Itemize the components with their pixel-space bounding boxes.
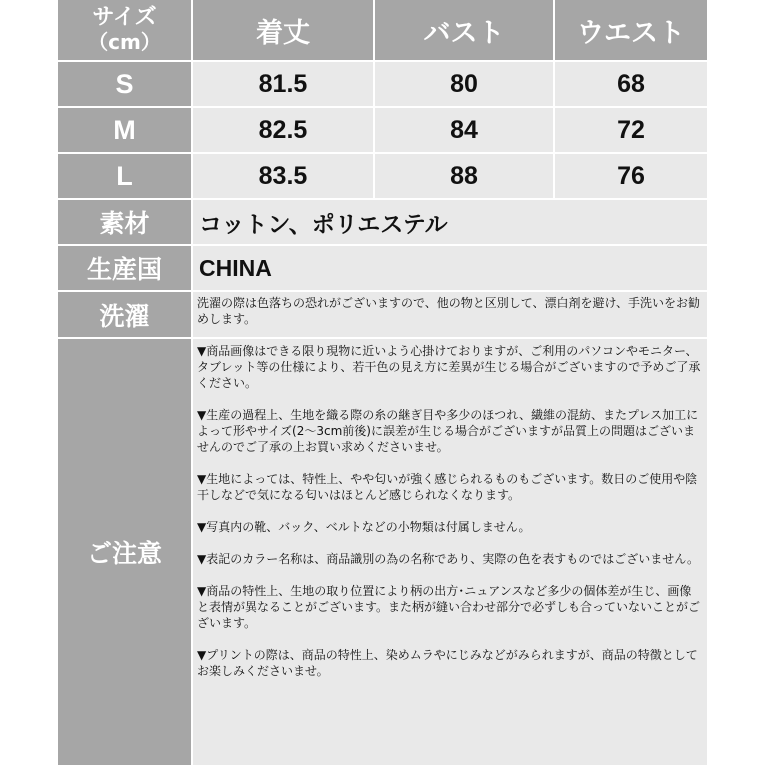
note-item: ▼プリントの際は、商品の特性上、染めムラやにじみなどがみられますが、商品の特徴としてお楽しみくださいませ。 [197, 648, 698, 678]
size-label-l: L [58, 154, 191, 198]
cell-m-bust: 84 [375, 108, 553, 152]
cell-l-length: 83.5 [193, 154, 373, 198]
column-header-bust: バスト [375, 0, 553, 60]
cell-s-bust: 80 [375, 62, 553, 106]
product-spec-sheet [58, 0, 707, 765]
cell-s-waist: 68 [555, 62, 707, 106]
note-item: ▼商品画像はできる限り現物に近いよう心掛けておりますが、ご利用のパソコンやモニター、タブレット等の仕様により、若干色の見え方に差異が生じる場合がございますので予めご了承ください。 [197, 344, 701, 390]
notes-content [193, 339, 707, 765]
notes-label: ご注意 [58, 339, 191, 765]
washing-label: 洗濯 [58, 292, 191, 337]
unit-label: （cm） [88, 30, 161, 54]
cell-l-bust: 88 [375, 154, 553, 198]
column-header-waist: ウエスト [555, 0, 707, 60]
size-corner-header [58, 0, 191, 60]
size-label-m: M [58, 108, 191, 152]
note-item: ▼商品の特性上、生地の取り位置により柄の出方･ニュアンスなど多少の個体差が生じ、画像と表情が異なることがございます。また柄が縫い合わせ部分で必ずしも合っていないことがございます。 [197, 584, 701, 630]
size-corner-label: サイズ [92, 5, 157, 30]
cell-m-waist: 72 [555, 108, 707, 152]
note-item: ▼生地によっては、特性上、やや匂いが強く感じられるものもございます。数日のご使用や陰干しなどで気になる匂いはほとんど感じられなくなります。 [197, 472, 698, 502]
size-label-s: S [58, 62, 191, 106]
note-item: ▼写真内の靴、バック、ベルトなどの小物類は付属しません。 [197, 520, 531, 534]
note-item: ▼生産の過程上、生地を織る際の糸の継ぎ目や多少のほつれ、繊維の混紡、またプレス加工によって形やサイズ(2〜3cm前後)に誤差が生じる場合がございますが品質上の問題はございませんのでご了承の上お買い求めくださいませ。 [197, 408, 699, 454]
column-header-length: 着丈 [193, 0, 373, 60]
cell-m-length: 82.5 [193, 108, 373, 152]
cell-l-waist: 76 [555, 154, 707, 198]
cell-s-length: 81.5 [193, 62, 373, 106]
washing-value: 洗濯の際は色落ちの恐れがございますので、他の物と区別して、漂白剤を避け、手洗いをお勧めします。 [193, 292, 707, 337]
origin-label: 生産国 [58, 246, 191, 290]
note-item: ▼表記のカラー名称は、商品識別の為の名称であり、実際の色を表すものではございません。 [197, 552, 699, 566]
material-label: 素材 [58, 200, 191, 244]
material-value: コットン、ポリエステル [193, 200, 707, 244]
origin-value: CHINA [193, 246, 707, 290]
